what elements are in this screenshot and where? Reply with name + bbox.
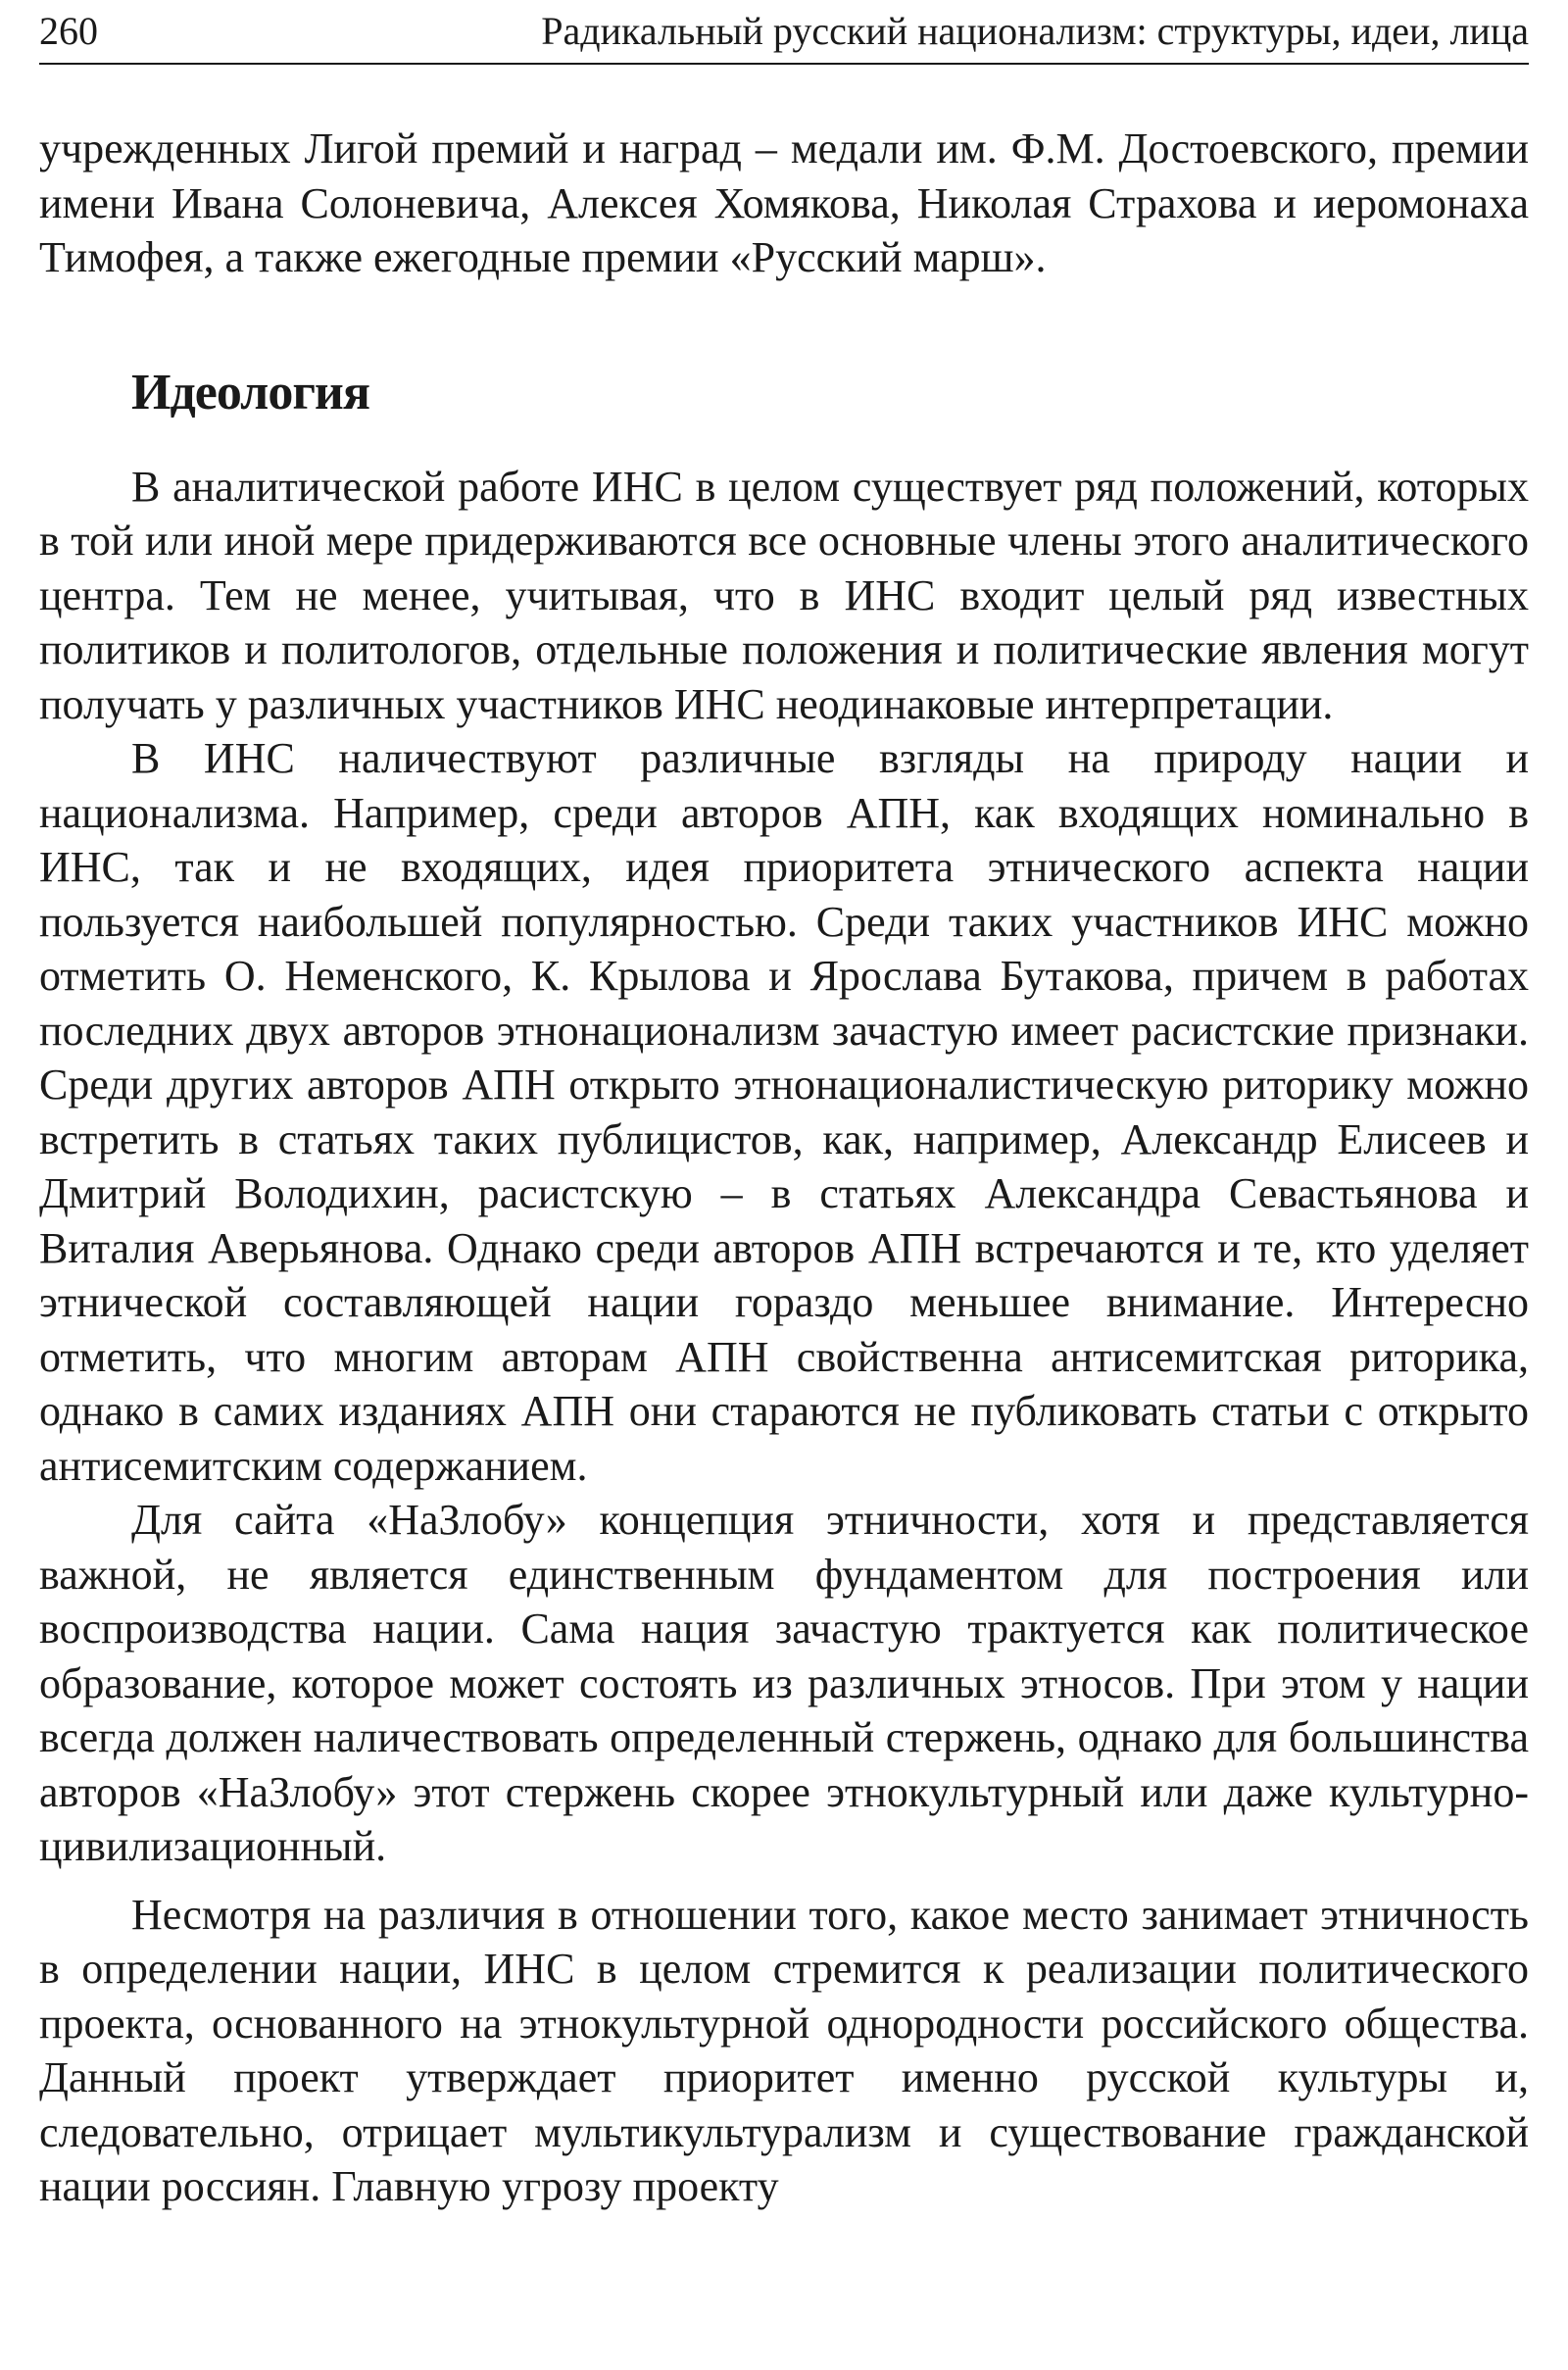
book-page — [39, 0, 1529, 2214]
running-header-title: Радикальный русский национализм: структуры, идеи, лица — [541, 9, 1529, 53]
page-number: 260 — [39, 9, 98, 53]
body-paragraph: Несмотря на различия в отношении того, какое место занимает этничность в определении нации, ИНС в целом стремится к реализации политического проекта, основанного на этнокультурной однородности российского общества. Данный проект утверждает приоритет именно русской культуры и, следовательно, отрицает мультикультурализм и существование гражданской нации россиян. Главную угрозу проекту — [39, 1890, 1529, 2210]
running-header — [39, 4, 1529, 65]
paragraph-gap — [39, 1874, 1529, 1888]
page-content — [39, 122, 1529, 2214]
continued-paragraph: учрежденных Лигой премий и наград – медали им. Ф.М. Достоевского, премии имени Ивана Солоневича, Алексея Хомякова, Николая Страхова и иеромонаха Тимофея, а также ежегодные премии «Русский марш». — [39, 124, 1529, 281]
body-paragraph: В аналитической работе ИНС в целом существует ряд положений, которых в той или иной мере придерживаются все основные члены этого аналитического центра. Тем не менее, учитывая, что в ИНС входит целый ряд известных политиков и политологов, отдельные положения и политические явления могут получать у различных участников ИНС неодинаковые интерпретации. — [39, 462, 1529, 728]
body-paragraph: В ИНС наличествуют различные взгляды на природу нации и национализма. Например, среди авторов АПН, как входящих номинально в ИНС, так и не входящих, идея приоритета этнического аспекта нации пользуется наибольшей популярностью. Среди таких участников ИНС можно отметить О. Неменского, К. Крылова и Ярослава Бутакова, причем в работах последних двух авторов этнонационализм зачастую имеет расистские признаки. Среди других авторов АПН открыто этнонационалистическую риторику можно встретить в статьях таких публицистов, как, например, Александр Елисеев и Дмитрий Володихин, расистскую – в статьях Александра Севастьянова и Виталия Аверьянова. Однако среди авторов АПН встречаются и те, кто уделяет этнической составляющей нации гораздо меньшее внимание. Интересно отметить, что многим авторам АПН свойственна антисемитская риторика, однако в самих изданиях АПН они стараются не публиковать статьи с открыто антисемитским содержанием. — [39, 734, 1529, 1490]
section-heading: Идеология — [131, 364, 370, 420]
body-paragraph: Для сайта «НаЗлобу» концепция этничности, хотя и представляется важной, не является единственным фундаментом для построения или воспроизводства нации. Сама нация зачастую трактуется как политическое образование, которое может состоять из различных этносов. При этом у нации всегда должен наличествовать определенный стержень, однако для большинства авторов «НаЗлобу» этот стержень скорее этнокультурный или даже культурно-цивилизационный. — [39, 1496, 1529, 1870]
